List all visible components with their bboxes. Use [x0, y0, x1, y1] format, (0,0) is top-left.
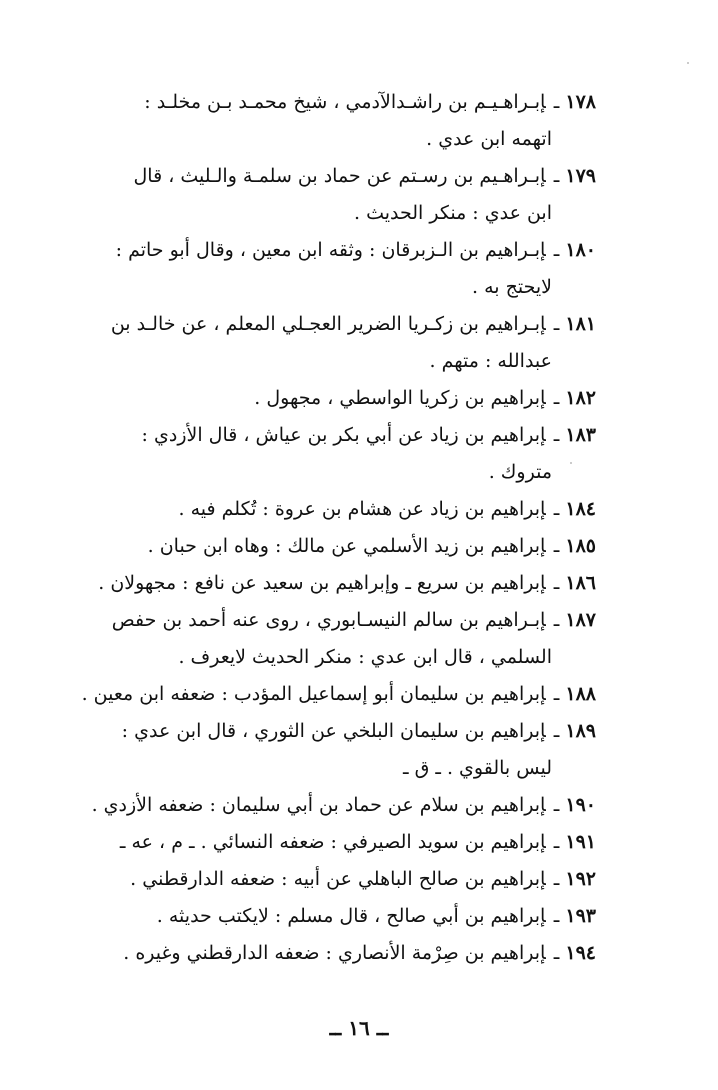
entry-dash: ـ	[553, 313, 560, 335]
entry-dash: ـ	[553, 498, 560, 520]
page-number: ــ ١٦ ــ	[329, 1016, 389, 1040]
entry-number: ١٧٩	[565, 165, 596, 187]
entry-number: ١٨٦	[565, 572, 596, 594]
entry-first-line	[66, 306, 596, 343]
entry-first-line	[66, 417, 596, 454]
list-item	[66, 602, 596, 676]
entry-first-line	[66, 713, 596, 750]
entry-number: ١٩٢	[565, 868, 596, 890]
entry-number: ١٧٨	[565, 91, 596, 113]
entry-dash: ـ	[553, 91, 560, 113]
list-item	[66, 824, 596, 861]
scan-speck	[687, 62, 689, 64]
entry-dash: ـ	[553, 535, 560, 557]
list-item	[66, 491, 596, 528]
entry-number: ١٨٨	[565, 683, 596, 705]
entry-continuation: السلمي ، قال ابن عدي : منكر الحديث لايعرف .	[178, 646, 552, 668]
entry-text: إبـراهـيم بن رسـتم عن حماد بن سلمـة والـليث ، قال	[133, 165, 546, 187]
entry-text: إبراهيم بن صِرْمة الأنصاري : ضعفه الدارقطني وغيره .	[123, 942, 546, 964]
list-item	[66, 713, 596, 787]
list-item	[66, 158, 596, 232]
entry-first-line	[66, 935, 596, 972]
entry-dash: ـ	[553, 165, 560, 187]
entry-number: ١٨٢	[565, 387, 596, 409]
list-item	[66, 898, 596, 935]
entry-continuation: لايحتج به .	[472, 276, 552, 298]
entry-dash: ـ	[553, 868, 560, 890]
entry-dash: ـ	[553, 720, 560, 742]
entry-text: إبراهيم بن سويد الصيرفي : ضعفه النسائي . ـ م ، عه ـ	[119, 831, 546, 853]
list-item	[66, 232, 596, 306]
entry-dash: ـ	[553, 905, 560, 927]
entry-text: إبراهيم بن أبي صالح ، قال مسلم : لايكتب حديثه .	[156, 905, 546, 927]
entry-number: ١٨٠	[565, 239, 596, 261]
entry-first-line	[66, 787, 596, 824]
entry-text: إبـراهيم بن الـزبرقان : وثقه ابن معين ، وقال أبو حاتم :	[115, 239, 546, 261]
entry-text: إبـراهـيـم بن راشـدالآدمي ، شيخ محمـد بـن مخلـد :	[144, 91, 546, 113]
entry-dash: ـ	[553, 794, 560, 816]
entry-number: ١٩٠	[565, 794, 596, 816]
entry-first-line	[66, 898, 596, 935]
list-item	[66, 417, 596, 491]
entry-number: ١٨١	[565, 313, 596, 335]
entry-dash: ـ	[553, 942, 560, 964]
entry-number: ١٩٤	[565, 942, 596, 964]
entry-number: ١٨٧	[565, 609, 596, 631]
entry-number: ١٩٣	[565, 905, 596, 927]
entry-text: إبراهيم بن زياد عن أبي بكر بن عياش ، قال الأزدي :	[141, 424, 546, 446]
list-item	[66, 528, 596, 565]
entry-first-line	[66, 676, 596, 713]
entry-dash: ـ	[553, 831, 560, 853]
entry-number: ١٩١	[565, 831, 596, 853]
list-item	[66, 84, 596, 158]
entry-text: إبراهيم بن زياد عن هشام بن عروة : تُكلم فيه .	[178, 498, 546, 520]
entry-first-line	[66, 380, 596, 417]
entry-dash: ـ	[553, 387, 560, 409]
entry-continuation: عبدالله : متهم .	[429, 350, 552, 372]
list-item	[66, 380, 596, 417]
list-item	[66, 861, 596, 898]
entry-continuation: ابن عدي : منكر الحديث .	[354, 202, 552, 224]
entry-first-line	[66, 824, 596, 861]
entry-dash: ـ	[553, 424, 560, 446]
list-item	[66, 935, 596, 972]
entry-text: إبراهيم بن سلام عن حماد بن أبي سليمان : ضعفه الأزدي .	[91, 794, 546, 816]
entry-text: إبراهيم بن زيد الأسلمي عن مالك : وهاه ابن حبان .	[147, 535, 546, 557]
entry-first-line	[66, 861, 596, 898]
entry-number: ١٨٣	[565, 424, 596, 446]
entry-number: ١٨٥	[565, 535, 596, 557]
entry-text: إبـراهيم بن سالم النيسـابوري ، روى عنه أحمد بن حفص	[111, 609, 546, 631]
entry-text: إبراهيم بن زكريا الواسطي ، مجهول .	[254, 387, 546, 409]
list-item	[66, 306, 596, 380]
entries-list	[66, 84, 596, 972]
entry-text: إبراهيم بن سليمان أبو إسماعيل المؤدب : ضعفه ابن معين .	[81, 683, 546, 705]
entry-continuation: اتهمه ابن عدي .	[426, 128, 552, 150]
entry-number: ١٨٩	[565, 720, 596, 742]
list-item	[66, 787, 596, 824]
list-item	[66, 565, 596, 602]
entry-dash: ـ	[553, 572, 560, 594]
entry-continuation: متروك .	[488, 461, 552, 483]
entry-text: إبـراهيم بن زكـريا الضرير العجـلي المعلم ، عن خالـد بن	[110, 313, 546, 335]
entry-first-line	[66, 528, 596, 565]
entry-first-line	[66, 565, 596, 602]
entry-first-line	[66, 602, 596, 639]
entry-first-line	[66, 158, 596, 195]
entry-text: إبراهيم بن سريع ـ وإبراهيم بن سعيد عن نافع : مجهولان .	[98, 572, 546, 594]
entry-text: إبراهيم بن سليمان البلخي عن الثوري ، قال ابن عدي :	[121, 720, 546, 742]
list-item	[66, 676, 596, 713]
entry-text: إبراهيم بن صالح الباهلي عن أبيه : ضعفه الدارقطني .	[130, 868, 546, 890]
entry-first-line	[66, 84, 596, 121]
entry-first-line	[66, 491, 596, 528]
entry-number: ١٨٤	[565, 498, 596, 520]
entry-continuation: ليس بالقوي . ـ ق ـ	[402, 757, 552, 779]
entry-dash: ـ	[553, 609, 560, 631]
entry-dash: ـ	[553, 239, 560, 261]
entry-first-line	[66, 232, 596, 269]
entry-dash: ـ	[553, 683, 560, 705]
